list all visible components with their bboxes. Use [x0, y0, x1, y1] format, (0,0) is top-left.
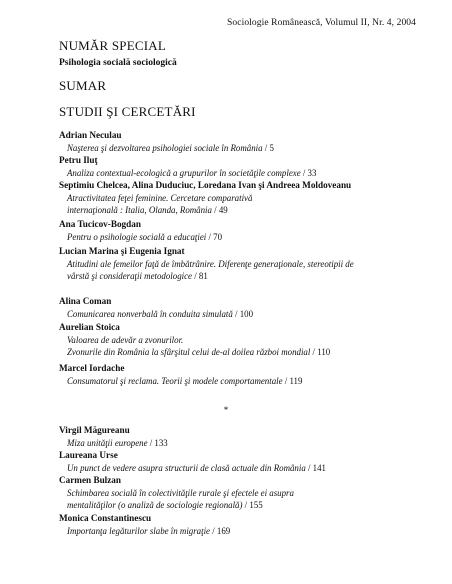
toc-entry: [59, 155, 424, 180]
special-issue-heading: NUMĂR SPECIAL: [59, 38, 166, 53]
toc-entry: [59, 475, 424, 511]
toc-author: Virgil Măgureanu: [59, 425, 130, 435]
toc-author: Septimiu Chelcea, Alina Duduciuc, Loredana Ivan şi Andreea Moldoveanu: [59, 180, 352, 190]
toc-entry: [59, 296, 424, 321]
toc-page-number: / 110: [310, 346, 331, 357]
toc-author: Marcel Iordache: [59, 363, 125, 373]
toc-author: Carmen Bulzan: [59, 475, 122, 485]
toc-entry: [59, 513, 424, 538]
toc-title: Valoarea de adevăr a zvonurilor. Zvonurile din România la sfârşitul celui de-al doilea război mondial / 110: [67, 335, 331, 357]
toc-page-number: / 81: [191, 270, 208, 281]
toc-title: Consumatorul şi reclama. Teorii şi modele comportamentale / 119: [67, 376, 303, 386]
section-separator: *: [223, 405, 229, 415]
toc-title: Schimbarea socială în colectivităţile rurale şi efectele ei asupra mentalităţilor (o analiză de sociologie regională) / 155: [67, 488, 294, 510]
toc-author: Alina Coman: [59, 296, 112, 306]
toc-entry: [59, 322, 424, 358]
toc-title: Importanţa legăturilor slabe în migraţie / 169: [67, 526, 231, 536]
toc-author: Laureana Urse: [59, 450, 118, 460]
toc-entry: [59, 425, 424, 450]
toc-page-number: / 155: [242, 499, 263, 510]
toc-author: Ana Tucicov-Bogdan: [59, 219, 141, 229]
toc-page-number: / 169: [209, 526, 231, 536]
toc-title: Un punct de vedere asupra structurii de clasă actuale din România / 141: [67, 463, 326, 473]
running-head: Sociologie Românească, Volumul II, Nr. 4, 2004: [227, 18, 416, 28]
toc-page-number: / 141: [305, 463, 326, 473]
toc-author: Aurelian Stoica: [59, 322, 120, 332]
section-heading: STUDII ŞI CERCETĂRI: [59, 104, 196, 119]
toc-page-number: / 33: [300, 168, 317, 178]
toc-title: Analiza contextual-ecologică a grupurilor în societăţile complexe / 33: [67, 168, 317, 178]
toc-page-number: / 70: [206, 232, 223, 242]
toc-page-number: / 133: [147, 438, 168, 448]
toc-title: Miza unităţii europene / 133: [67, 438, 168, 448]
toc-title: Comunicarea nonverbală în conduita simulată / 100: [67, 309, 254, 319]
toc-author: Lucian Marina şi Eugenia Ignat: [59, 246, 185, 256]
toc-author: Petru Iluţ: [59, 155, 98, 165]
toc-entry: [59, 363, 424, 388]
toc-page-number: / 100: [232, 309, 254, 319]
toc-page-number: / 119: [282, 376, 303, 386]
toc-entry: [59, 180, 424, 216]
toc-page-number: / 49: [211, 204, 228, 215]
toc-title: Naşterea şi dezvoltarea psihologiei sociale în România / 5: [67, 143, 274, 153]
toc-entry: [59, 450, 424, 475]
contents-heading: SUMAR: [59, 78, 107, 93]
toc-entry: [59, 219, 424, 244]
toc-author: Monica Constantinescu: [59, 513, 152, 523]
toc-author: Adrian Neculau: [59, 130, 122, 140]
toc-title: Atitudini ale femeilor faţă de îmbătrânire. Diferenţe generaţionale, stereotipii de vârstă şi consideraţii metodologice / 81: [67, 259, 354, 281]
toc-title: Atractivitatea feţei feminine. Cercetare comparativă internaţională : Italia, Olanda, România / 49: [67, 193, 253, 215]
toc-title: Pentru o psihologie socială a educaţiei / 70: [67, 232, 223, 242]
toc-entry: [59, 130, 424, 155]
toc-page-number: / 5: [262, 143, 274, 153]
special-issue-subtitle: Psihologia socială sociologică: [59, 58, 177, 68]
toc-entry: [59, 246, 424, 282]
